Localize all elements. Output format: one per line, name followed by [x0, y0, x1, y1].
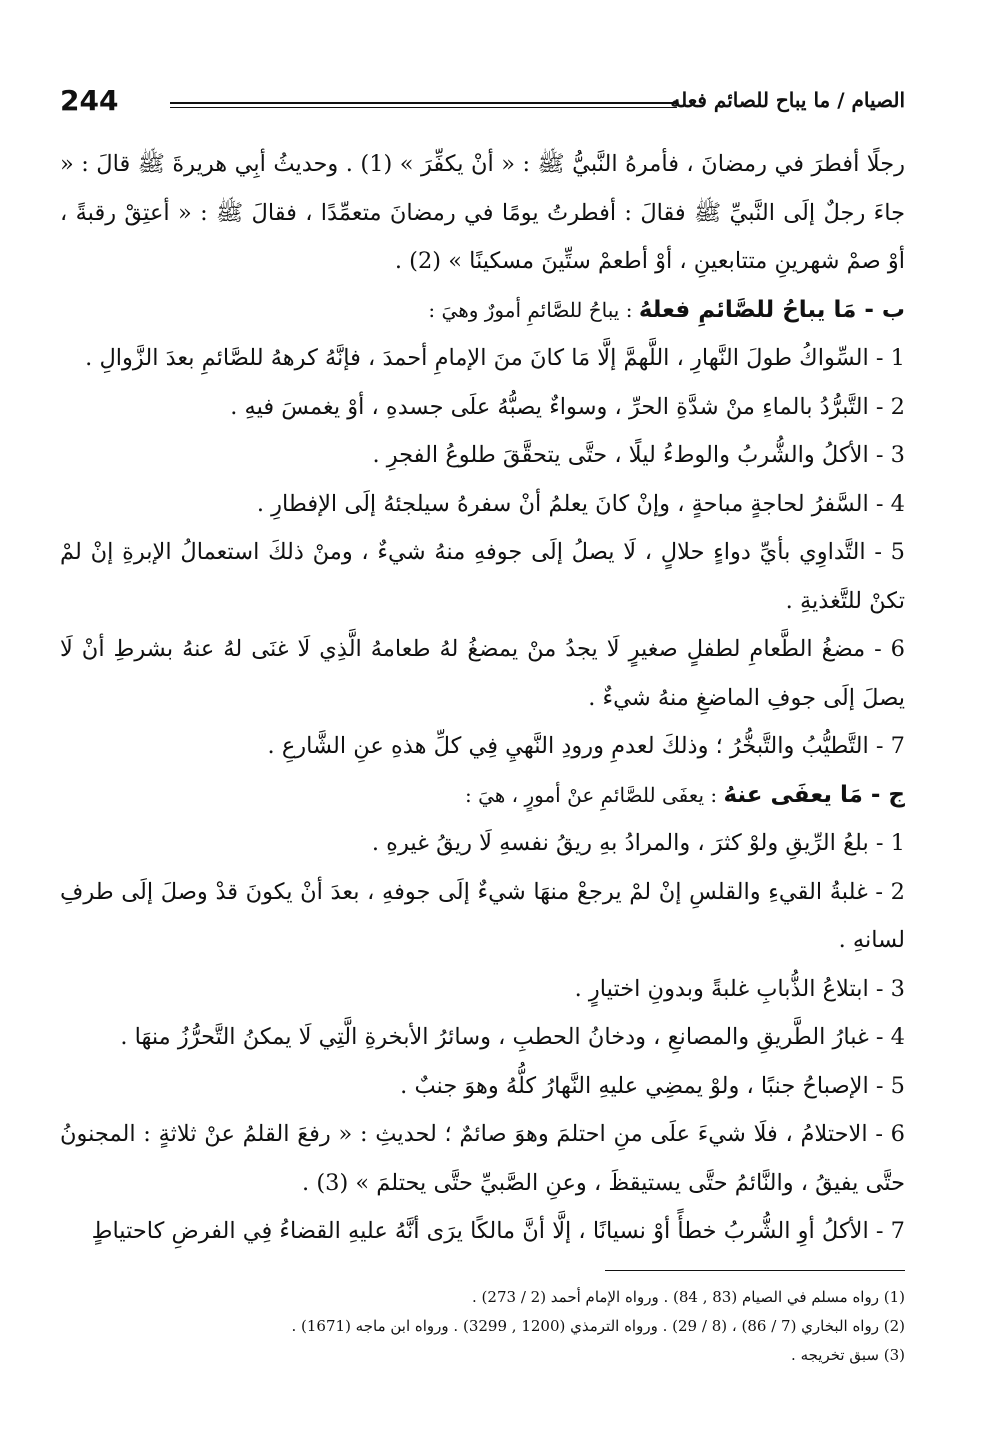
footnote-rule — [605, 1270, 905, 1271]
list-item: 4 - السَّفرُ لحاجةٍ مباحةٍ ، وإنْ كانَ يعلمُ أنْ سفرهُ سيلجئهُ إلَى الإفطارِ . — [256, 490, 905, 517]
list-item: 2 - التَّبرُّدُ بالماءِ منْ شدَّةِ الحرِّ ، وسواءٌ يصبُّهُ علَى جسدهِ ، أوْ يغمسَ فيهِ . — [230, 393, 905, 420]
section-b-intro: : يباحُ للصَّائمِ أمورٌ وهيَ : — [428, 297, 639, 322]
page-body — [60, 140, 905, 1256]
footnotes — [60, 1283, 905, 1370]
section-c-intro: : يعفَى للصَّائمِ عنْ أمورٍ ، هيَ : — [465, 782, 724, 807]
list-item: 3 - ابتلاعُ الذُّبابِ غلبةً وبدونِ اختيارٍ . — [574, 975, 905, 1002]
list-item: 3 - الأكلُ والشُّربُ والوطءُ ليلًا ، حتَّى يتحقَّقَ طلوعُ الفجرِ . — [372, 442, 905, 468]
section-c-heading — [60, 771, 905, 820]
intro-paragraph: رجلًا أفطرَ في رمضانَ ، فأمرهُ النَّبيُّ ﷺ : « أنْ يكفِّرَ » (1) . وحديثُ أبِي هريرةَ ﷺ قالَ : « جاءَ رجلٌ إلَى النَّبيِّ ﷺ فقالَ : أفطرتُ يومًا في رمضانَ متعمِّدًا ، فقالَ ﷺ : « أعتِقْ رقبةً ، أوْ صمْ شهرينِ متتابعينِ ، أوْ أطعمْ ستِّينَ مسكينًا » (2) . — [60, 151, 905, 274]
list-item: 7 - التَّطيُّبُ والتَّبخُّرُ ؛ وذلكَ لعدمِ ورودِ النَّهيِ فِي كلِّ هذهِ عنِ الشَّارعِ . — [267, 733, 905, 759]
section-c-title: ج - مَا يعفَى عنهُ — [723, 781, 905, 808]
page-header — [60, 84, 905, 124]
header-rule — [170, 102, 677, 108]
list-item: 1 - بلعُ الرِّيقِ ولوْ كثرَ ، والمرادُ بهِ ريقُ نفسهِ لَا ريقُ غيرهِ . — [371, 830, 905, 856]
footnote: (3) سبق تخريجه . — [791, 1346, 905, 1364]
running-title: الصيام / ما يباح للصائم فعله — [670, 88, 905, 112]
footnote: (2) رواه البخاري (7 / 86) ، (8 / 29) . ورواه الترمذي (1200 , 3299) . ورواه ابن ماجه (1671) . — [291, 1317, 905, 1335]
footnote: (1) رواه مسلم في الصيام (83 , 84) . ورواه الإمام أحمد (2 / 273) . — [472, 1288, 905, 1306]
page-number: 244 — [60, 84, 119, 117]
list-item: 1 - السِّواكُ طولَ النَّهارِ ، اللَّهمَّ إلَّا مَا كانَ منَ الإمامِ أحمدَ ، فإنَّهُ كرههُ للصَّائمِ بعدَ الزَّوالِ . — [85, 345, 905, 371]
list-item: 5 - الإصباحُ جنبًا ، ولوْ يمضِي عليهِ النَّهارُ كلُّهُ وهوَ جنبٌ . — [400, 1072, 905, 1099]
list-item: 5 - التَّداوِي بأيِّ دواءٍ حلالٍ ، لَا يصلُ إلَى جوفهِ منهُ شيءٌ ، ومنْ ذلكَ استعمالُ الإبرةِ إنْ لمْ تكنْ للتَّغذيةِ . — [60, 539, 905, 614]
list-item: 2 - غلبةُ القيءِ والقلسِ إنْ لمْ يرجعْ منهَا شيءٌ إلَى جوفهِ ، بعدَ أنْ يكونَ قدْ وصلَ إلَى طرفِ لسانهِ . — [60, 878, 905, 953]
list-item: 7 - الأكلُ أوِ الشُّربُ خطأً أوْ نسيانًا ، إلَّا أنَّ مالكًا يرَى أنَّهُ عليهِ القضاءُ فِي الفرضِ كاحتياطٍ — [91, 1218, 905, 1244]
section-b-title: ب - مَا يباحُ للصَّائمِ فعلهُ — [638, 296, 905, 323]
list-item: 6 - الاحتلامُ ، فلَا شيءَ علَى منِ احتلمَ وهوَ صائمٌ ؛ لحديثِ : « رفعَ القلمُ عنْ ثلاثةٍ : المجنونُ حتَّى يفيقُ ، والنَّائمُ حتَّى يستيقظَ ، وعنِ الصَّبيِّ حتَّى يحتلمَ » (3) . — [60, 1121, 905, 1196]
section-b-heading — [60, 286, 905, 335]
list-item: 6 - مضغُ الطَّعامِ لطفلٍ صغيرٍ لَا يجدُ منْ يمضغُ لهُ طعامهُ الَّذِي لَا غنَى لهُ عنهُ بشرطِ أنْ لَا يصلَ إلَى جوفِ الماضغِ منهُ شيءٌ . — [60, 636, 905, 711]
list-item: 4 - غبارُ الطَّريقِ والمصانعِ ، ودخانُ الحطبِ ، وسائرُ الأبخرةِ الَّتِي لَا يمكنُ التَّحرُّزُ منهَا . — [120, 1024, 905, 1050]
